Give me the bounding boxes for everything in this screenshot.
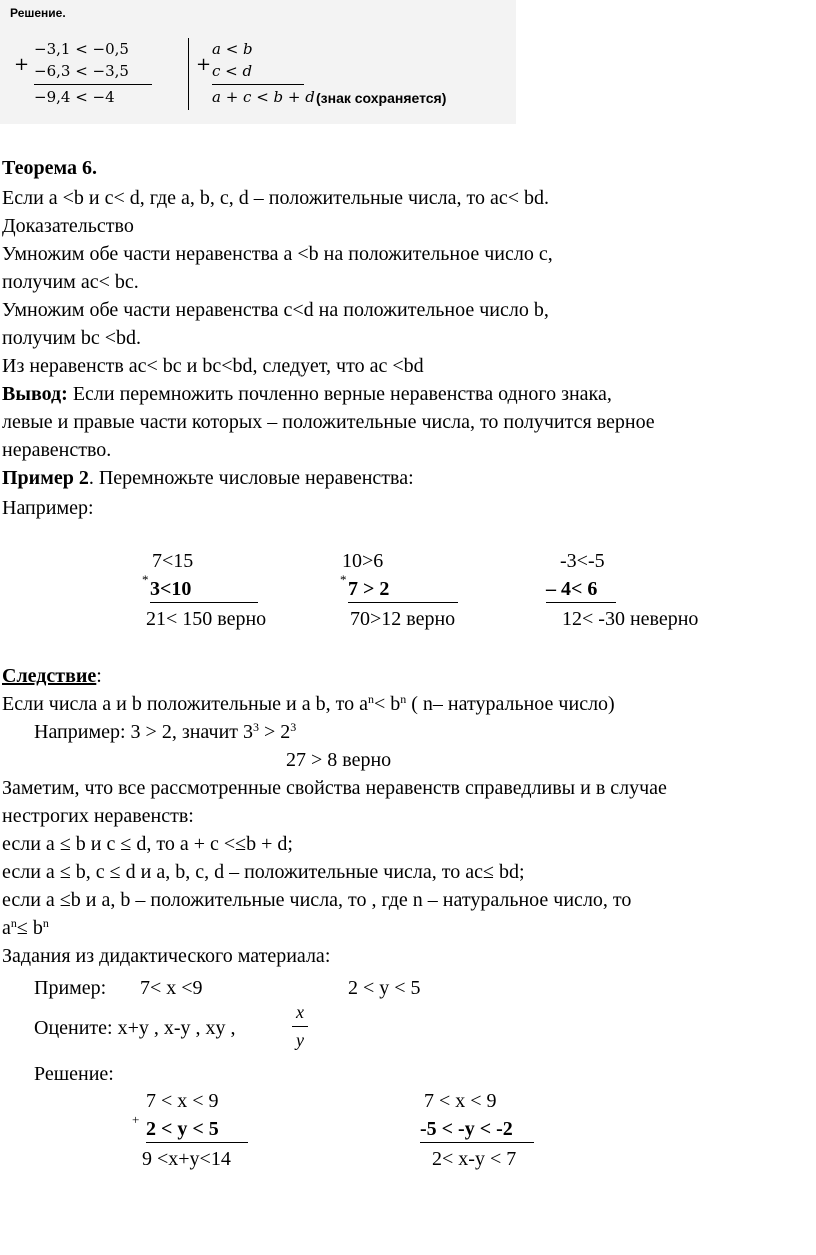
tasks-estimate: Оцените: x+y , x-y , xy , — [34, 1017, 236, 1039]
note-l6a: a — [2, 917, 11, 939]
ex2-col2-top: 10>6 — [342, 550, 384, 572]
theorem-title: Теорема 6. — [2, 157, 97, 179]
image-left-line-1: −3,1 < −0,5 — [34, 40, 129, 58]
theorem-statement: Если a <b и c< d, где a, b, c, d – положительные числа, то ac< bd. — [2, 187, 549, 209]
ex2-col2-result: 70>12 верно — [350, 608, 456, 630]
image-right-rule — [212, 84, 304, 85]
corollary-text-c: ( n– натуральное число) — [406, 693, 615, 715]
solution-label: Решение: — [34, 1063, 114, 1085]
sum-plus: + — [132, 1112, 140, 1127]
image-left-line-2: −6,3 < −3,5 — [34, 62, 129, 80]
ex2-col1-star: * — [142, 572, 149, 587]
sum-top: 7 < x < 9 — [146, 1090, 219, 1112]
image-divider — [188, 38, 189, 110]
note-l6sup2: n — [42, 916, 49, 930]
corollary-heading — [2, 664, 102, 688]
for-example-label: Например: — [2, 497, 94, 519]
ex2-col3-top: -3<-5 — [560, 550, 605, 572]
corollary-statement — [2, 692, 615, 716]
diff-result: 2< x-y < 7 — [432, 1148, 517, 1170]
note-l6b: ≤ b — [16, 917, 43, 939]
example2-text: . Перемножьте числовые неравенства: — [88, 467, 414, 489]
conclusion-line-2: левые и правые части которых – положительные числа, то получится верное — [2, 411, 655, 433]
ex2-col2-mid — [348, 576, 458, 603]
corollary-example-a: Например: 3 > 2, значит 3 — [34, 721, 254, 743]
fraction-bar — [292, 1026, 308, 1027]
note-line-5: если a ≤b и a, b – положительные числа, то , где n – натуральное число, то — [2, 889, 632, 911]
image-right-line-1: a < b — [212, 40, 253, 58]
corollary-sup-n2: n — [400, 692, 407, 706]
proof-line-1a: Умножим обе части неравенства a <b на положительное число c, — [2, 243, 553, 265]
corollary-result: 27 > 8 верно — [286, 749, 392, 771]
corollary-colon: : — [96, 665, 102, 687]
sum-result: 9 <x+y<14 — [142, 1148, 231, 1170]
ex2-col1-result: 21< 150 верно — [146, 608, 267, 630]
ex2-col1-mid — [150, 576, 258, 603]
corollary-text-a: Если числа a и b положительные и a b, то a — [2, 693, 368, 715]
image-left-rule — [34, 84, 152, 85]
solution-image — [0, 0, 516, 124]
ex2-col3-mid — [546, 576, 616, 603]
image-right-line-3: a + c < b + d — [212, 88, 315, 106]
plus-sign-right: + — [196, 54, 212, 75]
proof-line-2a: Умножим обе части неравенства c<d на положительное число b, — [2, 299, 549, 321]
sum-mid — [146, 1116, 248, 1143]
ex2-col2-star: * — [340, 572, 347, 587]
image-note: (знак сохраняется) — [316, 90, 447, 106]
note-l6sup1: n — [10, 916, 17, 930]
conclusion-line-1 — [2, 382, 612, 406]
conclusion-text-a: Если перемножить почленно верные неравенства одного знака, — [67, 383, 612, 405]
tasks-ineq1: 7< x <9 — [140, 977, 203, 999]
example2-label: Пример 2 — [2, 467, 89, 489]
proof-label: Доказательство — [2, 215, 134, 237]
corollary-example — [34, 720, 296, 744]
tasks-ineq2: 2 < y < 5 — [348, 977, 421, 999]
conclusion-line-3: неравенство. — [2, 439, 112, 461]
proof-line-2b: получим bc <bd. — [2, 327, 141, 349]
corollary-text-b: < b — [373, 693, 401, 715]
image-right-line-2: c < d — [212, 62, 253, 80]
note-line-3: если a ≤ b и c ≤ d, то a + c <≤b + d; — [2, 833, 293, 855]
corollary-sup3a: 3 — [253, 720, 260, 734]
example2-heading — [2, 466, 414, 490]
corollary-example-b: > 2 — [259, 721, 291, 743]
ex2-col3-result: 12< -30 неверно — [562, 608, 699, 630]
tasks-example-label: Пример: — [34, 977, 107, 999]
ex2-col3-mid-text: – 4< 6 — [546, 576, 616, 603]
corollary-sup3b: 3 — [290, 720, 297, 734]
note-line-2: нестрогих неравенств: — [2, 805, 194, 827]
plus-sign-left: + — [14, 54, 30, 75]
image-left-line-3: −9,4 < −4 — [34, 88, 115, 106]
fraction-denominator: y — [296, 1030, 304, 1050]
conclusion-label: Вывод: — [2, 383, 68, 405]
tasks-title: Задания из дидактического материала: — [2, 945, 331, 967]
corollary-label: Следствие — [2, 665, 97, 687]
diff-top: 7 < x < 9 — [424, 1090, 497, 1112]
note-line-4: если a ≤ b, c ≤ d и a, b, c, d – положительные числа, то ac≤ bd; — [2, 861, 525, 883]
proof-line-1b: получим ac< bc. — [2, 271, 139, 293]
image-label: Решение. — [10, 6, 66, 20]
ex2-col1-top: 7<15 — [152, 550, 194, 572]
note-line-1: Заметим, что все рассмотренные свойства неравенств справедливы и в случае — [2, 777, 667, 799]
proof-line-3: Из неравенств ac< bc и bc<bd, следует, что ac <bd — [2, 355, 424, 377]
sum-mid-text: 2 < y < 5 — [146, 1116, 248, 1143]
ex2-col1-mid-text: 3<10 — [150, 576, 258, 603]
ex2-col2-mid-text: 7 > 2 — [348, 576, 458, 603]
corollary-sup-n1: n — [367, 692, 374, 706]
diff-mid — [420, 1116, 534, 1143]
note-line-6 — [2, 916, 49, 940]
diff-mid-text: -5 < -y < -2 — [420, 1116, 534, 1143]
fraction-numerator: x — [296, 1002, 304, 1022]
